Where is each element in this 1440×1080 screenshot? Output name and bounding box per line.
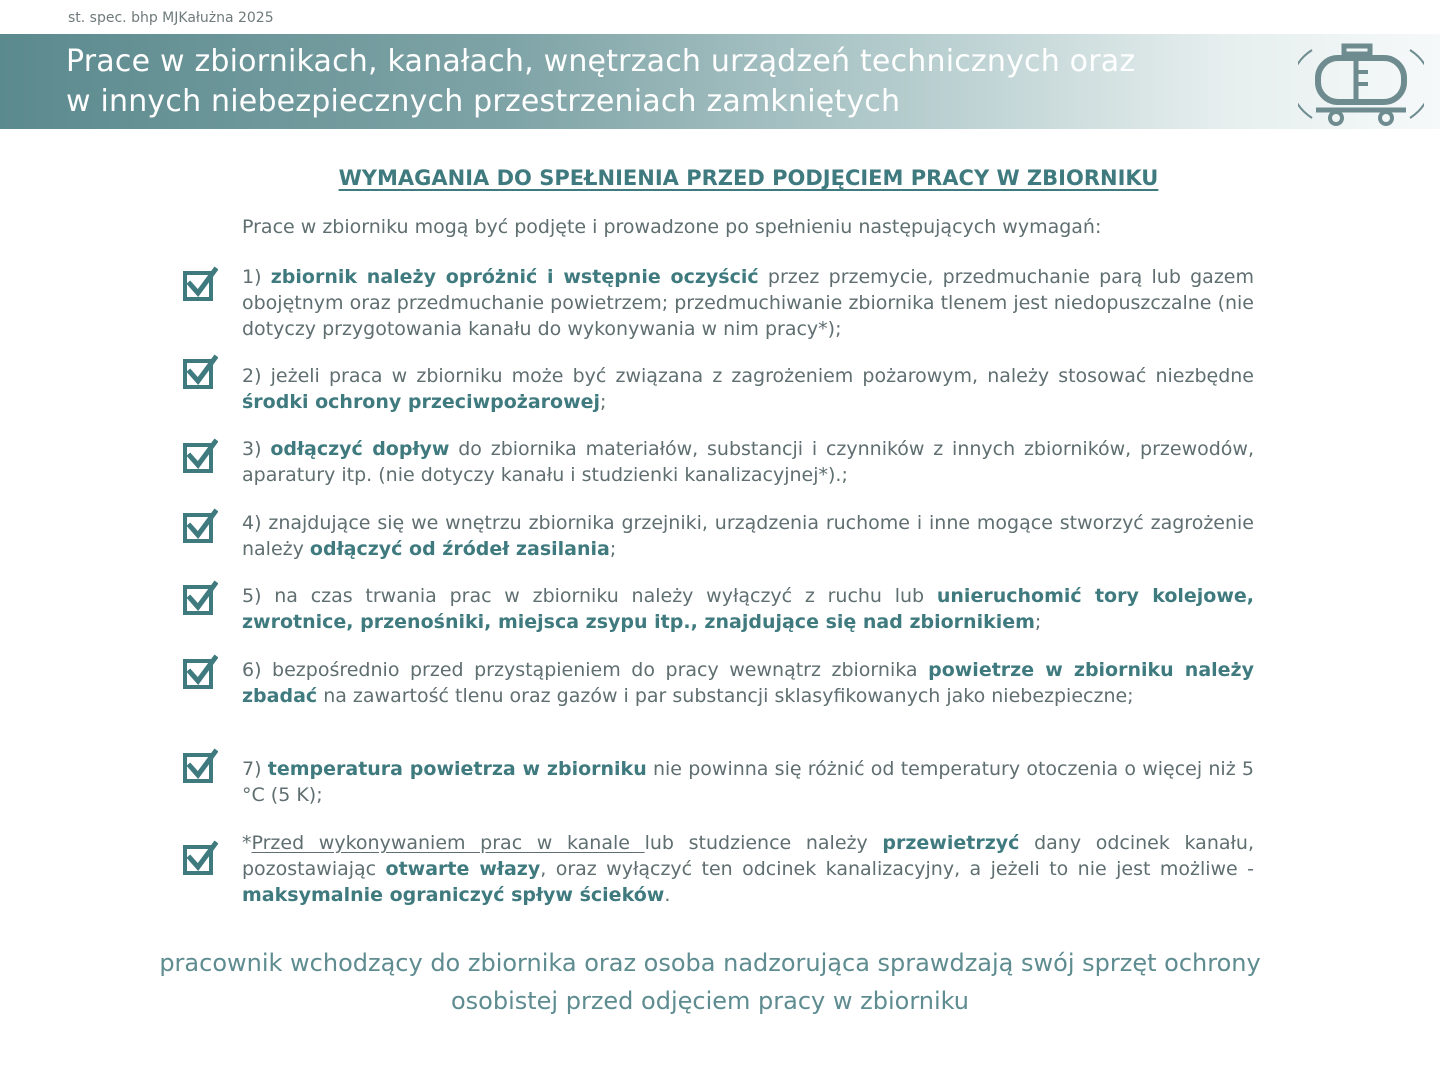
requirement-item-6: 6) bezpośrednio przed przystąpieniem do pracy wewnątrz zbiornika powietrze w zbiorniku należy zbadać na zawartość tlenu oraz gazów i par substancji sklasyfikowanych jako niebezpieczne; [242, 659, 1254, 707]
title-line-2: w innych niebezpiecznych przestrzeniach zamkniętych [66, 84, 901, 119]
checkbox-checked-icon [182, 508, 218, 544]
requirement-item-1: 1) zbiornik należy opróżnić i wstępnie oczyścić przez przemycie, przedmuchanie parą lub gazem obojętnym oraz przedmuchanie powietrzem; przedmuchiwanie zbiornika tlenem jest niedopuszczalne (nie dotyczy przygotowania kanału do wykonywania w nim pracy*); [242, 266, 1255, 340]
title-banner [0, 34, 1440, 129]
requirement-item-3: 3) odłączyć dopływ do zbiornika materiałów, substancji i czynników z innych zbiorników, przewodów, aparatury itp. (nie dotyczy kanału i studzienki kanalizacyjnej*).; [242, 438, 1254, 486]
checkbox-checked-icon [182, 654, 218, 690]
footer-line-1: pracownik wchodzący do zbiornika oraz osoba nadzorująca sprawdzają swój sprzęt ochrony [159, 949, 1261, 977]
page-title [66, 42, 1286, 122]
sewer-note: *Przed wykonywaniem prac w kanale lub studzience należy przewietrzyć dany odcinek kanału, pozostawiając otwarte włazy, oraz wyłączyć ten odcinek kanalizacyjny, a jeżeli to nie jest możliwe - maksymalnie ograniczyć spływ ścieków. [242, 832, 1254, 906]
checkbox-checked-icon [182, 266, 218, 302]
checkbox-checked-icon [182, 580, 218, 616]
section-heading: WYMAGANIA DO SPEŁNIENIA PRZED PODJĘCIEM PRACY W ZBIORNIKU [338, 166, 1159, 190]
intro-text: Prace w zbiorniku mogą być podjęte i prowadzone po spełnieniu następujących wymagań: [242, 216, 1102, 238]
checkbox-checked-icon [182, 354, 218, 390]
requirement-item-7: 7) temperatura powietrza w zbiorniku nie powinna się różnić od temperatury otoczenia o więcej niż 5 °C (5 K); [242, 758, 1254, 806]
requirement-item-5: 5) na czas trwania prac w zbiorniku należy wyłączyć z ruchu lub unieruchomić tory kolejowe, zwrotnice, przenośniki, miejsca zsypu itp., znajdujące się nad zbiornikiem; [242, 585, 1254, 633]
checkbox-checked-icon [182, 748, 218, 784]
title-line-1: Prace w zbiornikach, kanałach, wnętrzach urządzeń technicznych oraz [66, 44, 1136, 79]
tank-truck-icon [1298, 38, 1424, 130]
checkbox-checked-icon [182, 840, 218, 876]
footer-line-2: osobistej przed odjęciem pracy w zbiorniku [450, 987, 970, 1015]
requirement-item-2: 2) jeżeli praca w zbiorniku może być związana z zagrożeniem pożarowym, należy stosować niezbędne środki ochrony przeciwpożarowej; [242, 365, 1254, 413]
author-credit: st. spec. bhp MJKałużna 2025 [68, 10, 274, 26]
footer-note [60, 944, 1360, 1020]
requirement-item-4: 4) znajdujące się we wnętrzu zbiornika grzejniki, urządzenia ruchome i inne mogące stworzyć zagrożenie należy odłączyć od źródeł zasilania; [242, 512, 1254, 560]
checkbox-checked-icon [182, 438, 218, 474]
